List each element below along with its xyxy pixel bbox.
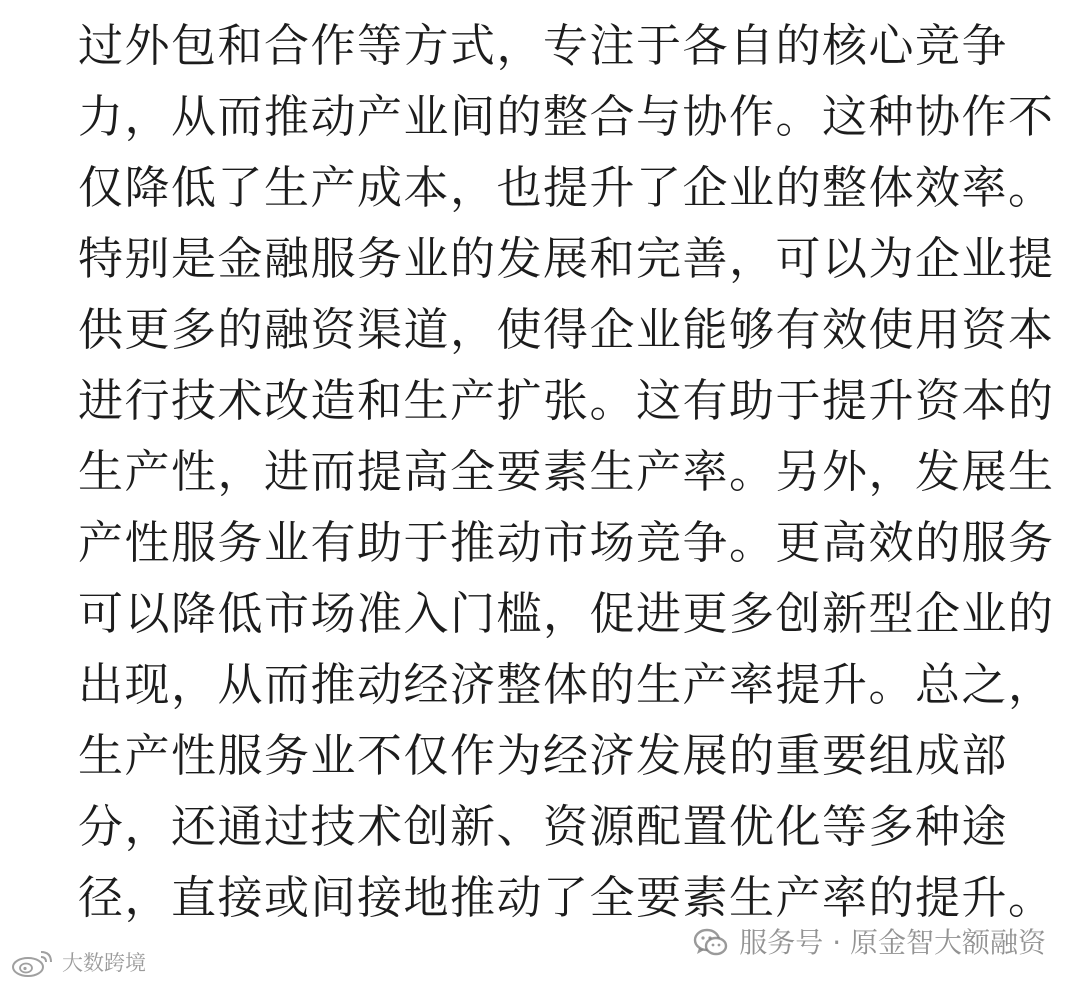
paragraph-line: 径，直接或间接地推动了全要素生产率的提升。 [78,871,1055,924]
paragraph-line: 仅降低了生产成本，也提升了企业的整体效率。 [78,161,1055,214]
wechat-service-watermark [693,921,1046,965]
paragraph-line: 生产性，进而提高全要素生产率。另外，发展生 [78,445,1055,498]
paragraph-line: 出现，从而推动经济整体的生产率提升。总之， [78,658,1055,711]
paragraph-line: 生产性服务业不仅作为经济发展的重要组成部 [78,729,1009,782]
paragraph-line: 产性服务业有助于推动市场竞争。更高效的服务 [78,516,1055,569]
weibo-watermark-label: 大数跨境 [62,951,146,975]
paragraph-line: 可以降低市场准入门槛，促进更多创新型企业的 [78,587,1055,640]
paragraph-line: 进行技术改造和生产扩张。这有助于提升资本的 [78,374,1055,427]
weibo-watermark [10,948,146,978]
paragraph-line: 分，还通过技术创新、资源配置优化等多种途 [78,800,1009,853]
wechat-icon [693,927,729,959]
paragraph-line: 力，从而推动产业间的整合与协作。这种协作不 [78,90,1055,143]
paragraph-line: 特别是金融服务业的发展和完善，可以为企业提 [78,232,1055,285]
wechat-service-label: 服务号 · 原金智大额融资 [739,926,1046,959]
paragraph-line: 过外包和合作等方式，专注于各自的核心竞争 [78,19,1009,72]
weibo-logo-icon [10,948,56,978]
paragraph-line: 供更多的融资渠道，使得企业能够有效使用资本 [78,303,1055,356]
